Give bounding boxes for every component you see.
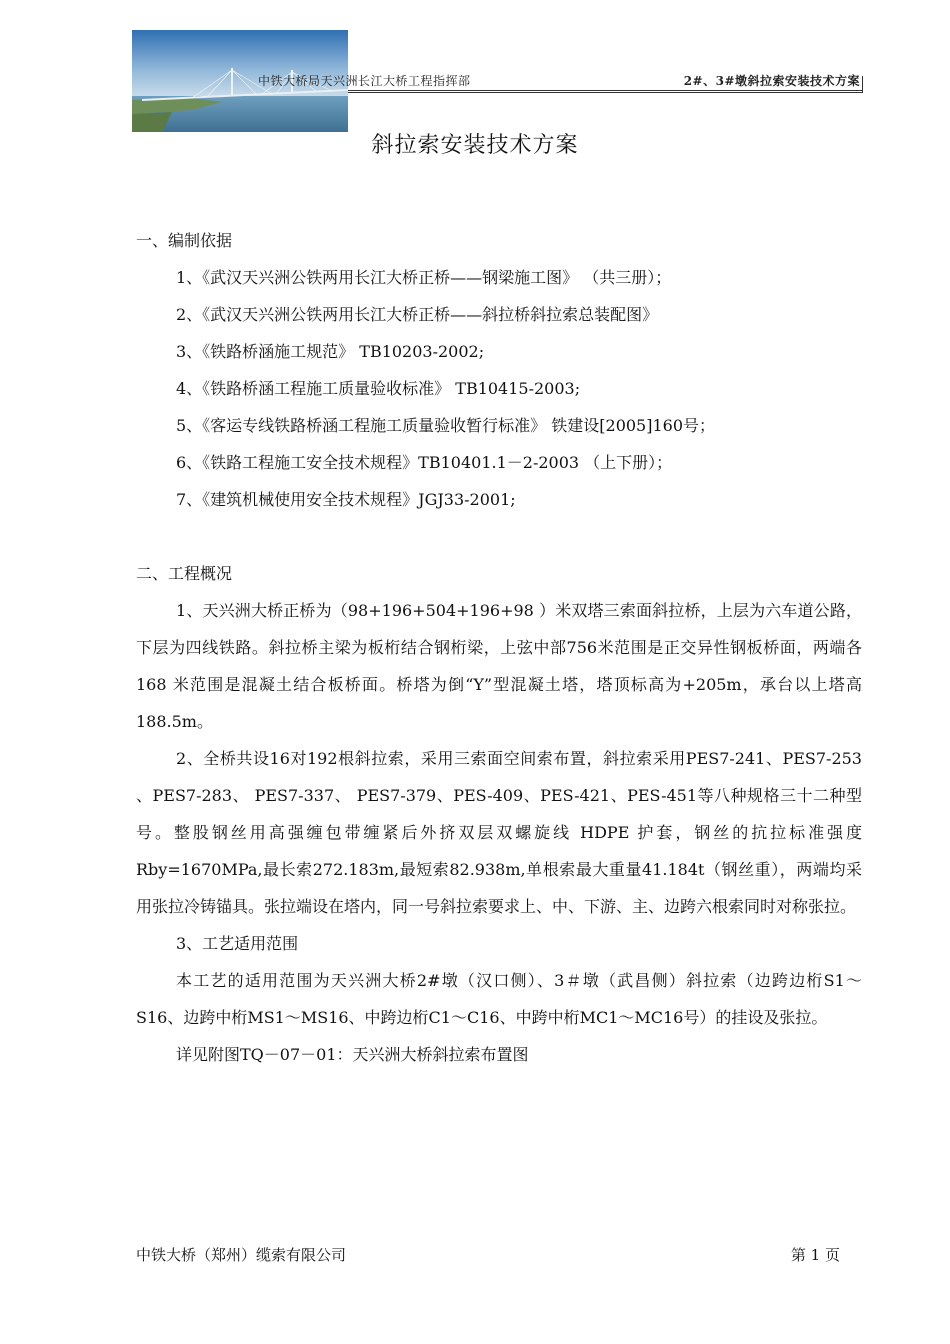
footer-company: 中铁大桥（郑州）缆索有限公司 [136,1246,347,1264]
section-heading-overview: 二、工程概况 [136,564,233,583]
overview-paragraph-2: 2、全桥共设16对192根斜拉索，采用三索面空间索布置，斜拉索采用PES7-241、PES7-253 、PES7-283、 PES7-337、 PES7-379、PES-409、PES-421、PES-451等八种规格三十二种型号。整股钢丝用高强缠包带缠紧后外挤双层双螺旋线 HDPE 护套，钢丝的抗拉标准强度Rby=1670MPa,最长索272.183m,最短索82.938m,单根索最大重量41.184t（钢丝重），两端均采用张拉冷铸锚具。张拉端设在塔内，同一号斜拉索要求上、中、下游、主、边跨六根索同时对称张拉。 [136,749,862,916]
reference-item: 3、《铁路桥涵施工规范》 TB10203-2002; [176,342,485,361]
reference-item: 1、《武汉天兴洲公铁两用长江大桥正桥——钢梁施工图》 （共三册）； [176,268,672,287]
attachment-reference: 详见附图TQ－07－01：天兴洲大桥斜拉索布置图 [176,1045,529,1064]
reference-list [136,259,862,518]
header-doc-text: 2#、3#墩斜拉索安装技术方案 [683,74,860,88]
reference-item: 6、《铁路工程施工安全技术规程》TB10401.1－2-2003 （上下册）； [176,453,673,472]
section-heading-basis: 一、编制依据 [136,231,233,250]
document-title: 斜拉索安装技术方案 [371,133,579,158]
reference-item: 2、《武汉天兴洲公铁两用长江大桥正桥——斜拉桥斜拉索总装配图》 [176,305,659,324]
header-rule [348,90,863,91]
footer-page-number: 第 1 页 [790,1246,840,1264]
spacer [136,518,862,555]
reference-item: 7、《建筑机械使用安全技术规程》JGJ33-2001; [176,490,516,509]
reference-item: 4、《铁路桥涵工程施工质量验收标准》 TB10415-2003; [176,379,581,398]
document-body [136,222,862,1073]
header-rule-secondary [348,92,863,93]
scope-paragraph: 本工艺的适用范围为天兴洲大桥2#墩（汉口侧）、3＃墩（武昌侧）斜拉索（边跨边桁S1～S16、边跨中桁MS1～MS16、中跨边桁C1～C16、中跨中桁MC1～MC16号）的挂设及张拉。 [136,971,862,1027]
scope-heading: 3、工艺适用范围 [176,934,299,953]
header-rule-tick [862,76,863,92]
header-org-text: 中铁大桥局天兴洲长江大桥工程指挥部 [258,74,471,88]
overview-paragraph-1: 1、天兴洲大桥正桥为（98+196+504+196+98 ）米双塔三索面斜拉桥，上层为六车道公路，下层为四线铁路。斜拉桥主梁为板桁结合钢桁梁，上弦中部756米范围是正交异性钢板桥面，两端各 168 米范围是混凝土结合板桥面。桥塔为倒“Y”型混凝土塔，塔顶标高为+205m，承台以上塔高 188.5m。 [136,601,862,731]
reference-item: 5、《客运专线铁路桥涵工程施工质量验收暂行标准》 铁建设[2005]160号； [176,416,716,435]
